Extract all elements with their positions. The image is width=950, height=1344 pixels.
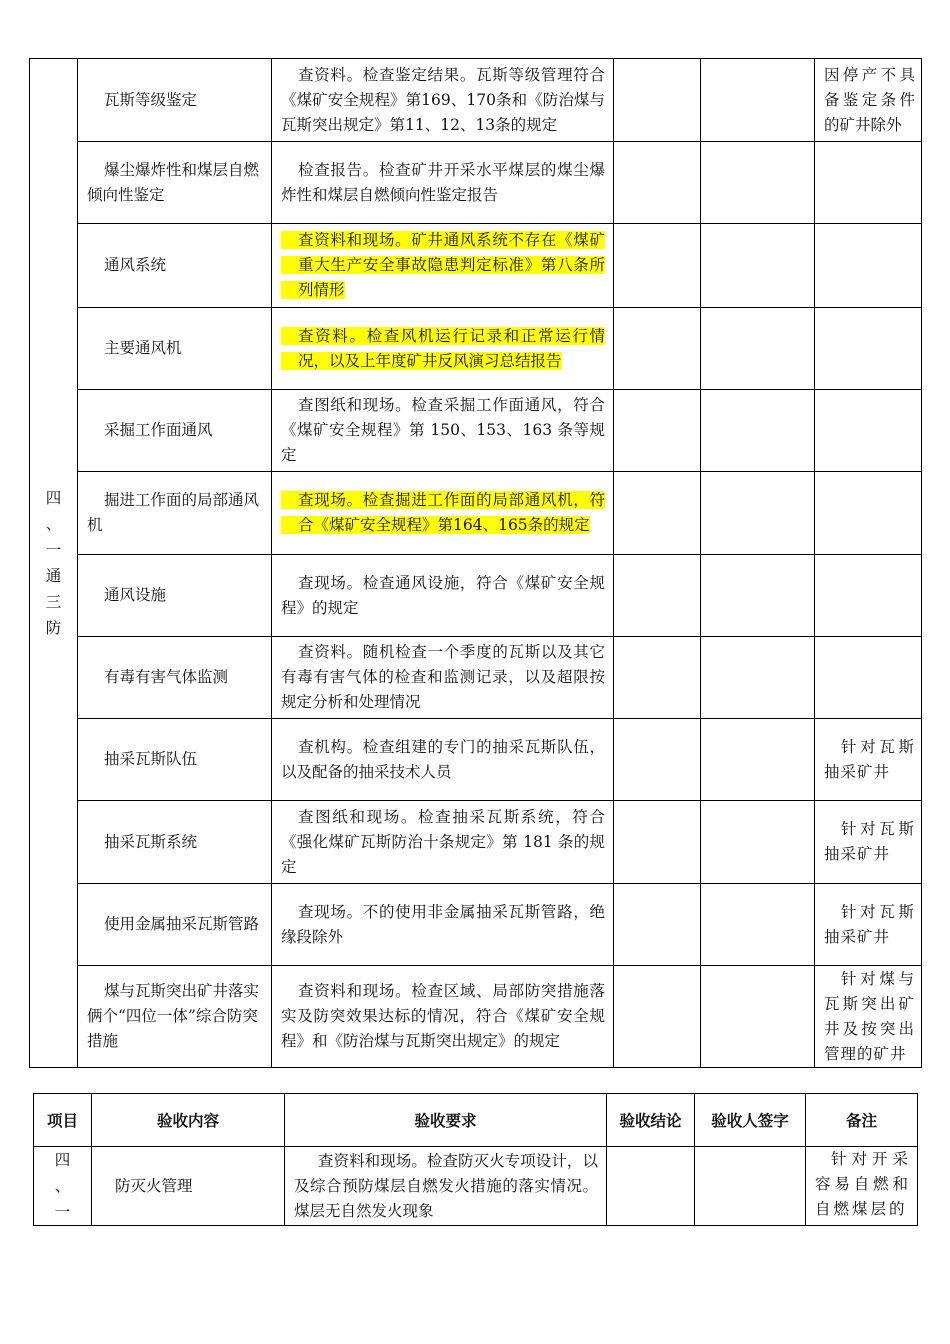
- requirement-cell: [272, 719, 614, 801]
- requirement-text: 查资料和现场。检查防灭火专项设计，以及综合预防煤层自燃发火措施的落实情况。煤层无自然发火现象: [294, 1151, 598, 1220]
- remark-cell: [815, 308, 922, 390]
- requirement-text: 查资料。检查鉴定结果。瓦斯等级管理符合《煤矿安全规程》第169、170条和《防治煤与瓦斯突出规定》第11、12、13条的规定: [281, 65, 605, 134]
- signature-cell: [701, 224, 815, 308]
- project-char: 三: [45, 593, 62, 611]
- item-text: 通风系统: [104, 256, 167, 274]
- header-remark: 备注: [806, 1094, 918, 1147]
- item-text: 掘进工作面的局部通风机: [87, 491, 260, 534]
- signature-cell: [701, 637, 815, 719]
- table-row: [30, 637, 922, 719]
- acceptance-table-ventilation: [29, 58, 922, 1068]
- item-cell: [78, 59, 272, 142]
- conclusion-cell: [614, 555, 701, 637]
- signature-cell: [701, 884, 815, 966]
- item-cell: [78, 472, 272, 555]
- conclusion-cell: [614, 719, 701, 801]
- project-char: 四: [45, 489, 62, 507]
- item-text: 煤与瓦斯突出矿井落实俩个“四位一体”综合防突措施: [87, 982, 260, 1050]
- table-row: [30, 472, 922, 555]
- signature-cell: [695, 1147, 806, 1226]
- item-text: 抽采瓦斯队伍: [104, 750, 198, 768]
- requirement-text: 查资料。检查风机运行记录和正常运行情况，以及上年度矿井反风演习总结报告: [281, 327, 605, 370]
- item-cell: [78, 801, 272, 884]
- item-cell: [78, 637, 272, 719]
- signature-cell: [701, 555, 815, 637]
- requirement-text: 查资料和现场。矿井通风系统不存在《煤矿重大生产安全事故隐患判定标准》第八条所列情形: [281, 231, 605, 299]
- remark-cell: [815, 59, 922, 142]
- table-row: [30, 308, 922, 390]
- item-text: 采掘工作面通风: [104, 421, 213, 439]
- project-char: 、: [45, 515, 62, 533]
- project-cell: [34, 1147, 92, 1226]
- signature-cell: [701, 59, 815, 142]
- requirement-text: 查图纸和现场。检查抽采瓦斯系统，符合《强化煤矿瓦斯防治十条规定》第 181 条的规定: [281, 807, 605, 876]
- table-row: [30, 966, 922, 1068]
- remark-cell: [815, 142, 922, 224]
- requirement-cell: [272, 555, 614, 637]
- conclusion-cell: [614, 637, 701, 719]
- remark-text: 针对煤与瓦斯突出矿井及按突出管理的矿井: [824, 969, 915, 1063]
- project-cell: [30, 59, 78, 1068]
- remark-text: 针对瓦斯抽采矿井: [824, 820, 915, 863]
- remark-cell: [815, 224, 922, 308]
- signature-cell: [701, 390, 815, 472]
- remark-cell: [815, 637, 922, 719]
- item-text: 防灭火管理: [115, 1176, 193, 1195]
- header-project: 项目: [34, 1094, 92, 1147]
- item-text: 抽采瓦斯系统: [104, 832, 198, 851]
- table-row: [30, 224, 922, 308]
- signature-cell: [701, 142, 815, 224]
- remark-cell: [815, 719, 922, 801]
- item-cell: [78, 966, 272, 1068]
- item-text: 爆尘爆炸性和煤层自燃倾向性鉴定: [87, 160, 260, 204]
- remark-text: 针对开采容易自燃和自燃煤层的: [815, 1150, 911, 1218]
- project-char: 防: [45, 619, 62, 637]
- requirement-cell: [285, 1147, 607, 1226]
- requirement-text: 查机构。检查组建的专门的抽采瓦斯队伍，以及配备的抽采技术人员: [281, 737, 605, 781]
- requirement-cell: [272, 472, 614, 555]
- requirement-cell: [272, 308, 614, 390]
- header-conclusion: 验收结论: [607, 1094, 695, 1147]
- project-char: 一: [54, 1203, 71, 1221]
- requirement-text: 查现场。检查通风设施，符合《煤矿安全规程》的规定: [281, 573, 605, 617]
- remark-cell: [815, 390, 922, 472]
- remark-cell: [815, 966, 922, 1068]
- requirement-cell: [272, 966, 614, 1068]
- signature-cell: [701, 966, 815, 1068]
- requirement-cell: [272, 59, 614, 142]
- requirement-cell: [272, 390, 614, 472]
- header-row: [34, 1094, 918, 1147]
- header-signature: 验收人签字: [695, 1094, 806, 1147]
- item-text: 有毒有害气体监测: [104, 668, 229, 686]
- item-cell: [92, 1147, 285, 1226]
- item-text: 通风设施: [104, 586, 167, 604]
- project-char: 通: [45, 567, 62, 585]
- table-row: [30, 142, 922, 224]
- requirement-text: 查图纸和现场。检查采掘工作面通风，符合《煤矿安全规程》第 150、153、163 条等规定: [281, 396, 605, 464]
- requirement-cell: [272, 884, 614, 966]
- header-content: 验收内容: [92, 1094, 285, 1147]
- project-char: 一: [45, 541, 62, 559]
- requirement-text: 检查报告。检查矿井开采水平煤层的煤尘爆炸性和煤层自燃倾向性鉴定报告: [281, 160, 605, 204]
- project-char: 四: [54, 1151, 71, 1169]
- requirement-text: 查现场。不的使用非金属抽采瓦斯管路，绝缘段除外: [281, 902, 605, 946]
- table-row: [30, 59, 922, 142]
- remark-cell: [815, 801, 922, 884]
- remark-cell: [815, 555, 922, 637]
- conclusion-cell: [614, 390, 701, 472]
- item-cell: [78, 308, 272, 390]
- item-cell: [78, 224, 272, 308]
- conclusion-cell: [614, 472, 701, 555]
- signature-cell: [701, 308, 815, 390]
- remark-text: 因停产不具备鉴定条件的矿井除外: [824, 65, 915, 134]
- requirement-cell: [272, 224, 614, 308]
- table-row: [30, 390, 922, 472]
- requirement-text: 查资料和现场。检查区域、局部防突措施落实及防突效果达标的情况，符合《煤矿安全规程》和《防治煤与瓦斯突出规定》的规定: [281, 982, 605, 1050]
- signature-cell: [701, 472, 815, 555]
- signature-cell: [701, 801, 815, 884]
- conclusion-cell: [614, 224, 701, 308]
- remark-text: 针对瓦斯抽采矿井: [824, 737, 915, 781]
- requirement-text: 查现场。检查掘进工作面的局部通风机，符合《煤矿安全规程》第164、165条的规定: [281, 491, 605, 534]
- remark-text: 针对瓦斯抽采矿井: [824, 902, 915, 946]
- table-row: [30, 719, 922, 801]
- conclusion-cell: [614, 308, 701, 390]
- remark-cell: [815, 472, 922, 555]
- project-char: 、: [54, 1177, 71, 1195]
- table-row: [30, 884, 922, 966]
- requirement-cell: [272, 801, 614, 884]
- requirement-cell: [272, 142, 614, 224]
- conclusion-cell: [614, 59, 701, 142]
- item-cell: [78, 884, 272, 966]
- table-row: [30, 801, 922, 884]
- conclusion-cell: [614, 801, 701, 884]
- item-text: 使用金属抽采瓦斯管路: [104, 915, 260, 933]
- item-text: 瓦斯等级鉴定: [104, 90, 198, 109]
- signature-cell: [701, 719, 815, 801]
- conclusion-cell: [614, 966, 701, 1068]
- table-row: [30, 555, 922, 637]
- requirement-cell: [272, 637, 614, 719]
- conclusion-cell: [614, 142, 701, 224]
- requirement-text: 查资料。随机检查一个季度的瓦斯以及其它有毒有害气体的检查和监测记录，以及超限按规定分析和处理情况: [281, 643, 605, 711]
- header-requirement: 验收要求: [285, 1094, 607, 1147]
- remark-cell: [815, 884, 922, 966]
- remark-cell: [806, 1147, 918, 1226]
- item-cell: [78, 719, 272, 801]
- item-text: 主要通风机: [104, 339, 182, 357]
- item-cell: [78, 142, 272, 224]
- acceptance-table-fire-prevention: [33, 1093, 918, 1226]
- item-cell: [78, 555, 272, 637]
- conclusion-cell: [614, 884, 701, 966]
- table-row: [34, 1147, 918, 1226]
- conclusion-cell: [607, 1147, 695, 1226]
- item-cell: [78, 390, 272, 472]
